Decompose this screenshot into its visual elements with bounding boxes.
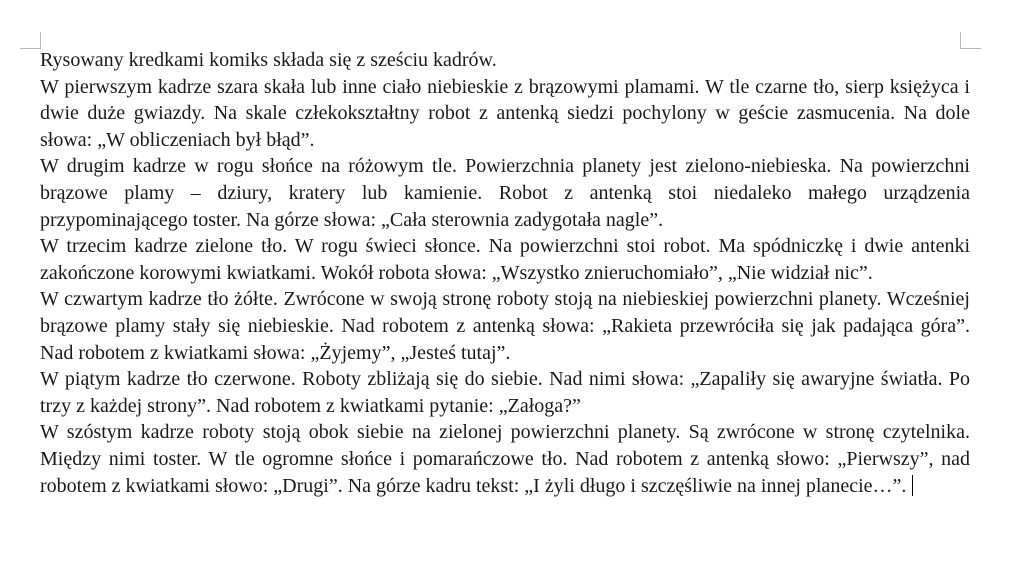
paragraph-panel-1[interactable]: W pierwszym kadrze szara skała lub inne ciało niebieskie z brązowymi plamami. W tle czarne tło, sierp księżyca i dwie duże gwiazdy. Na skale człekokształtny robot z antenką siedzi pochylony w geście zasmucenia. Na dole słowa: „W obliczeniach był błąd”. [40,75,970,151]
paragraph-panel-6[interactable] [40,419,970,499]
paragraph-panel-3[interactable]: W trzecim kadrze zielone tło. W rogu świeci słonce. Na powierzchni stoi robot. Ma spódniczkę i dwie antenki zakończone korowymi kwiatkami. Wokół robota słowa: „Wszystko znieruchomiało”, „Nie widział nic”. [40,235,970,284]
document-text-area[interactable] [40,47,970,499]
paragraph-panel-5[interactable]: W piątym kadrze tło czerwone. Roboty zbliżają się do siebie. Nad nimi słowa: „Zapaliły się awaryjne światła. Po trzy z każdej strony”. Nad robotem z kwiatkami pytanie: „Załoga?” [40,368,970,417]
paragraph-panel-4[interactable]: W czwartym kadrze tło żółte. Zwrócone w swoją stronę roboty stoją na niebieskiej powierzchni planety. Wcześniej brązowe plamy stały się niebieskie. Nad robotem z antenką słowa: „Rakieta przewróciła się jak padająca góra”. Nad robotem z kwiatkami słowa: „Żyjemy”, „Jesteś tutaj”. [40,288,970,364]
paragraph-panel-6-text: W szóstym kadrze roboty stoją obok siebie na zielonej powierzchni planety. Są zwrócone w stronę czytelnika. Między nimi toster. W tle ogromne słońce i pomarańczowe tło. Nad robotem z antenką słowo: „Pierwszy”, nad robotem z kwiatkami słowo: „Drugi”. Na górze kadru tekst: „I żyli długo i szczęśliwie na innej planecie…”. [40,421,970,497]
text-cursor [912,475,913,496]
margin-corner-top-left [20,32,41,49]
paragraph-intro[interactable]: Rysowany kredkami komiks składa się z sześciu kadrów. [40,49,497,71]
paragraph-panel-2[interactable]: W drugim kadrze w rogu słońce na różowym tle. Powierzchnia planety jest zielono-niebieska. Na powierzchni brązowe plamy – dziury, kratery lub kamienie. Robot z antenką stoi niedaleko małego urządzenia przypominającego toster. Na górze słowa: „Cała sterownia zadygotała nagle”. [40,155,970,231]
